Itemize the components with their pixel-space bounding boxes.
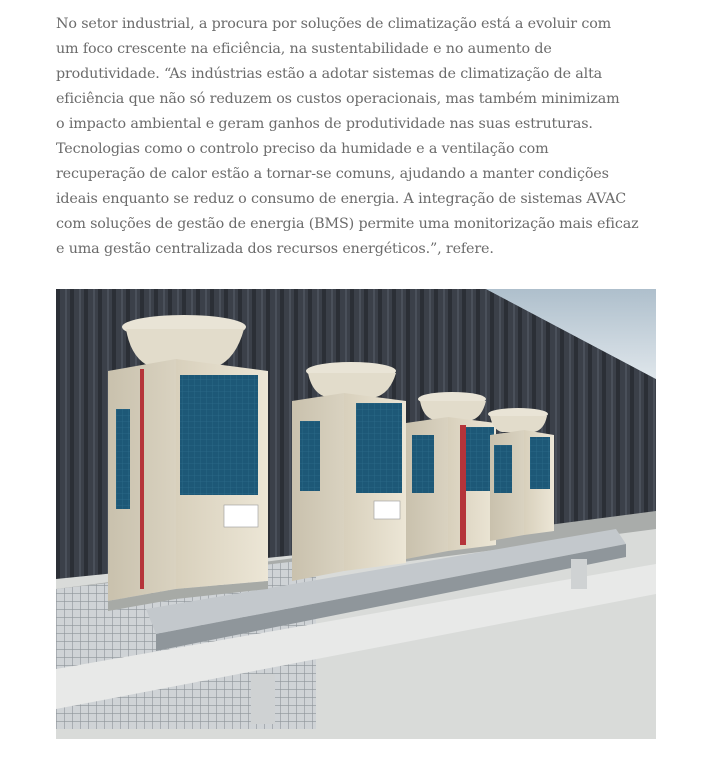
platform-leg — [571, 559, 587, 589]
paragraph-line: Tecnologias como o controlo preciso da humidade e a ventilação com — [56, 141, 549, 157]
paragraph-line: eficiência que não só reduzem os custos operacionais, mas também minimizam — [56, 91, 620, 107]
platform-leg — [251, 674, 275, 724]
paragraph-line: e uma gestão centralizada dos recursos energéticos.”, refere. — [56, 241, 494, 257]
paragraph-line: recuperação de calor estão a tornar-se comuns, ajudando a manter condições — [56, 166, 609, 182]
article-photo — [56, 289, 656, 739]
paragraph-line: o impacto ambiental e geram ganhos de produtividade nas suas estruturas. — [56, 116, 593, 132]
paragraph-line: No setor industrial, a procura por soluções de climatização está a evoluir com — [56, 16, 612, 32]
paragraph-line: com soluções de gestão de energia (BMS) permite uma monitorização mais eficaz — [56, 216, 639, 232]
article-paragraph — [56, 12, 662, 262]
paragraph-line: produtividade. “As indústrias estão a adotar sistemas de climatização de alta — [56, 66, 603, 82]
hvac-photo-illustration — [56, 289, 656, 739]
paragraph-line: um foco crescente na eficiência, na sustentabilidade e no aumento de — [56, 41, 552, 57]
paragraph-line: ideais enquanto se reduz o consumo de energia. A integração de sistemas AVAC — [56, 191, 627, 207]
